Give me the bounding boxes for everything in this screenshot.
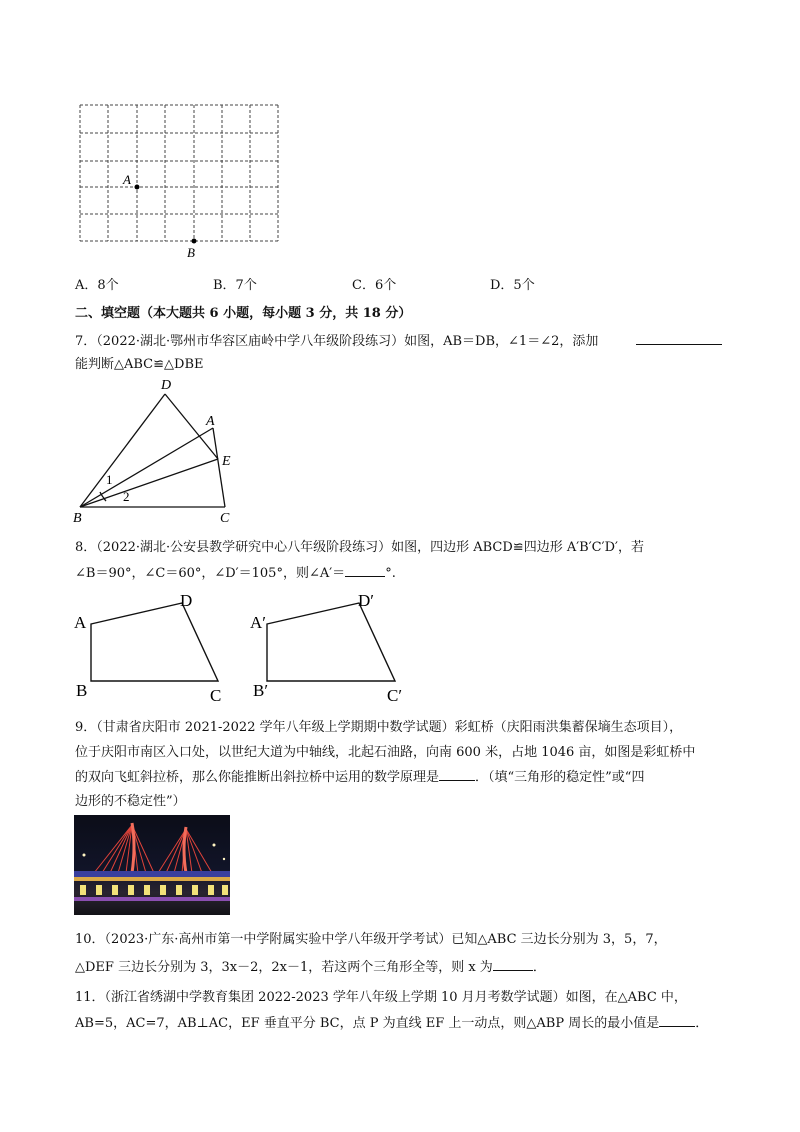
q9-line3-end: ．（填“三角形的稳定性”或“四 [475, 770, 645, 785]
q8-line2-text: ∠B＝90°，∠C＝60°，∠D′＝105°，则∠A′＝ [75, 566, 346, 581]
option-b: B．7个 [213, 278, 257, 293]
label-e: E [222, 454, 231, 469]
bridge-photo [74, 815, 230, 915]
option-d: D．5个 [490, 278, 535, 293]
label-d: D [161, 378, 172, 393]
q11-line2 [75, 1012, 708, 1031]
q8-line1: 8．（2022·湖北·公安县教学研究中心八年级阶段练习）如图，四边形 ABCD≌四边形 A′B′C′D′，若 [75, 540, 644, 555]
q7-line1: 7．（2022·湖北·鄂州市华容区庙岭中学八年级阶段练习）如图，AB＝DB，∠1＝∠2，添加 [75, 334, 599, 349]
q8-quadrilateral-figure [70, 588, 420, 706]
label-a: A [123, 172, 131, 187]
section-heading: 二、填空题（本大题共 6 小题，每小题 3 分，共 18 分） [75, 306, 412, 321]
q10-line2 [75, 956, 546, 975]
q8-line2-end: °. [385, 566, 396, 581]
q11-line2-end: ． [695, 1016, 709, 1031]
label-b: B [187, 245, 195, 260]
q11-answer-blank[interactable] [659, 1014, 695, 1027]
q9-line3 [75, 766, 644, 785]
label-a-prime: A′ [250, 613, 266, 632]
point-a [135, 185, 140, 190]
angle-2-label: 2 [123, 489, 130, 504]
label-d-prime: D′ [358, 591, 374, 610]
q10-line2-text: △DEF 三边长分别为 3，3x－2，2x－1，若这两个三角形全等，则 x 为 [75, 960, 493, 975]
label-c: C [210, 686, 222, 705]
q9-line4: 边形的不稳定性”） [75, 794, 186, 809]
q8-answer-blank[interactable] [345, 564, 385, 577]
q11-line1: 11．（浙江省绣湖中学教育集团 2022-2023 学年八年级上学期 10 月月考数学试题）如图，在△ABC 中， [75, 990, 687, 1005]
q9-line3-text: 的双向飞虹斜拉桥，那么你能推断出斜拉桥中运用的数学原理是 [75, 770, 440, 785]
label-c-prime: C′ [387, 686, 403, 705]
option-a: A．8个 [75, 278, 119, 293]
angle-1-label: 1 [106, 472, 113, 487]
label-b: B [76, 681, 88, 700]
q8-line2 [75, 562, 396, 581]
q9-line2: 位于庆阳市南区入口处，以世纪大道为中轴线，北起石油路，向南 600 米，占地 1046 亩，如图是彩虹桥中 [75, 745, 696, 760]
q7-triangle-figure [70, 375, 250, 525]
q10-answer-blank[interactable] [493, 958, 533, 971]
point-b [192, 239, 197, 244]
label-c: C [220, 511, 230, 525]
q11-line2-text: AB=5，AC=7，AB⊥AC，EF 垂直平分 BC，点 P 为直线 EF 上一动点，则△ABP 周长的最小值是 [75, 1016, 660, 1031]
label-a: A [206, 414, 215, 429]
q10-line2-end: ． [532, 960, 546, 975]
q9-line1: 9．（甘肃省庆阳市 2021-2022 学年八年级上学期期中数学试题）彩虹桥（庆阳雨洪集蓄保墒生态项目）， [75, 720, 683, 735]
option-c: C．6个 [352, 278, 397, 293]
q7-line2: 能判断△ABC≌△DBE [75, 357, 204, 372]
label-d: D [180, 591, 193, 610]
label-b-prime: B′ [253, 681, 269, 700]
q7-answer-blank[interactable] [636, 344, 722, 345]
label-a: A [74, 613, 87, 632]
label-b: B [73, 511, 82, 525]
q10-line1: 10．（2023·广东·高州市第一中学附属实验中学八年级开学考试）已知△ABC 三边长分别为 3，5，7， [75, 932, 667, 947]
q9-answer-blank[interactable] [439, 768, 475, 781]
grid-figure [70, 95, 300, 265]
